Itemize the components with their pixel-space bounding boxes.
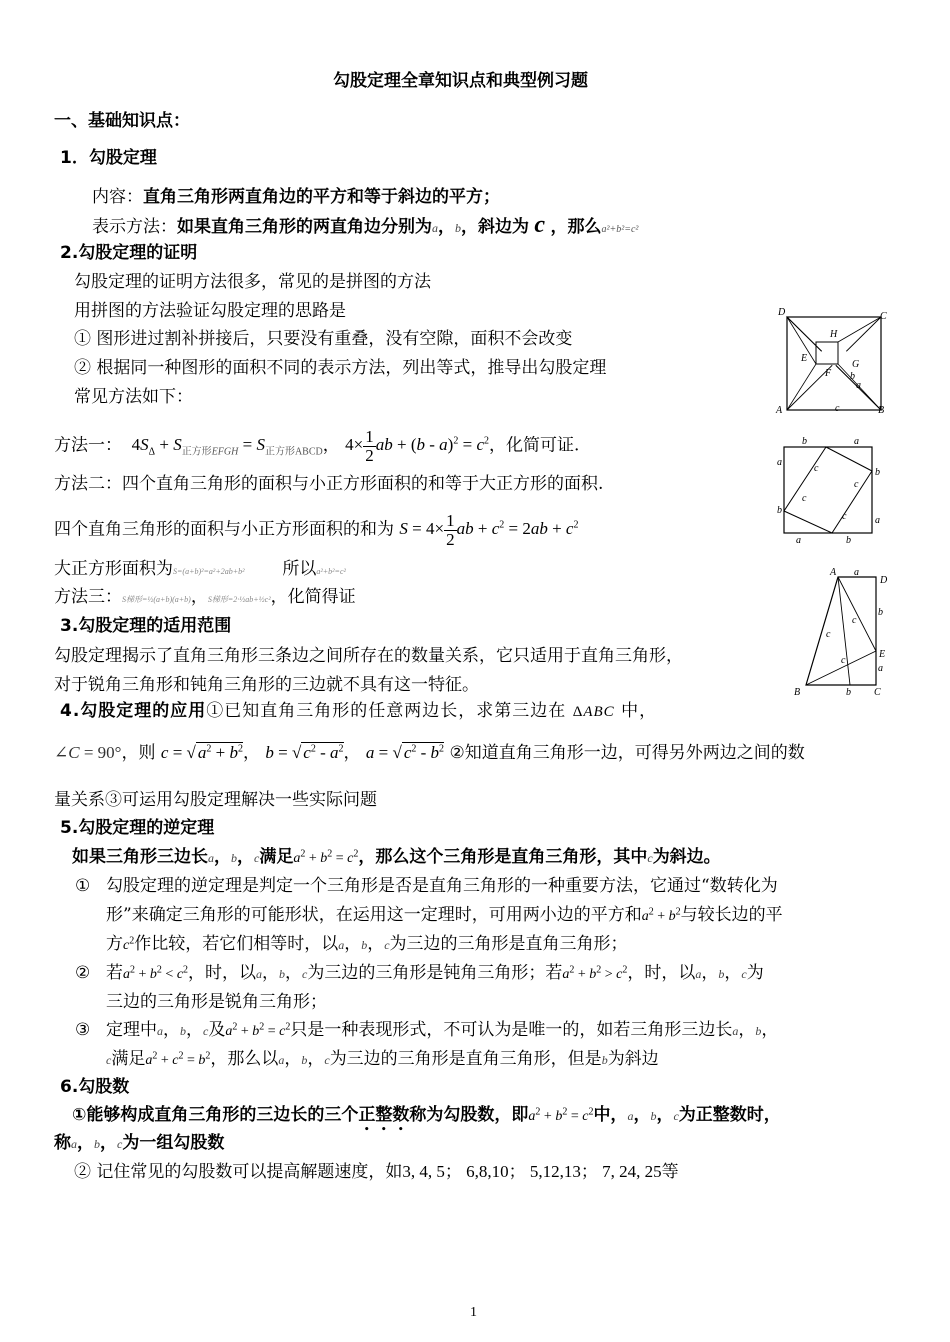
converse-item-2-l1a: 若: [106, 963, 123, 983]
triples-line-1: ①能够构成直角三角形的三边长的三个正整数称为勾股数，即$a^2 + b^2 = c^2$中，a，b，c为正整数时，: [72, 1105, 781, 1125]
method-three-tail: ，化简得证: [270, 587, 356, 607]
triples-text-call: 称: [54, 1133, 71, 1153]
fig3-label-c-2: c: [841, 655, 846, 666]
triples-text-c: 中，: [593, 1105, 628, 1125]
section-heading-basics: 一、基础知识点：: [54, 111, 190, 131]
converse-item-3-l2a: 满足: [111, 1049, 146, 1069]
triples-text-d: 为正整数时，: [678, 1105, 781, 1125]
converse-item-1-l3c: 为三边的三角形是直角三角形；: [389, 934, 628, 954]
application-line-3: 量关系③可运用勾股定理解决一些实际问题: [54, 790, 377, 810]
converse-item-2-line-1: 若$a^2 + b^2 < c^2$，时，以a，b，c为三边的三角形是钝角三角形；若$a^2 + b^2 > c^2$，时，以a，b，c为: [106, 963, 764, 983]
converse-item-1-line-1: 勾股定理的逆定理是判定一个三角形是否是直角三角形的一种重要方法，它通过“数转化为: [106, 876, 778, 896]
triples-text-etc: 等: [661, 1162, 679, 1182]
fig1-label-c: c: [835, 403, 840, 414]
fig2-label-a-bottom: a: [796, 535, 801, 546]
figure-square-proof-1: [772, 305, 892, 420]
heading-pythagorean-triples: 6.勾股数: [60, 1077, 130, 1097]
triples-line-2: 称a，b，c为一组勾股数: [54, 1133, 225, 1153]
fig3-label-a-top: a: [854, 567, 859, 578]
application-tail: ②知道直角三角形一边，可得另外两边之间的数: [449, 743, 805, 763]
converse-item-3-l2d: 为斜边: [607, 1049, 659, 1069]
fig2-label-b-top: b: [802, 436, 807, 447]
fig1-label-b: b: [850, 371, 855, 382]
converse-text-d: 为斜边。: [652, 847, 721, 867]
converse-text-a: 如果三角形三边长: [72, 847, 208, 867]
representation-mid: ，斜边为: [461, 217, 529, 237]
converse-item-1-l2a: 形”来确定三角形的可能形状，在运用这一定理时，可用两小边的平方和: [106, 905, 642, 925]
proof-line-2: 用拼图的方法验证勾股定理的思路是: [74, 301, 346, 321]
converse-item-3-l1a: 定理中: [106, 1020, 157, 1040]
fig3-label-B: B: [794, 687, 801, 698]
converse-item-3-line-1: 定理中a，b，c及$a^2 + b^2 = c^2$只是一种表现形式，不可认为是唯一的，如若三角形三边长a，b，: [106, 1020, 779, 1040]
converse-item-3-l2c: 为三边的三角形是直角三角形，但是: [329, 1049, 602, 1069]
converse-item-2-line-2: 三边的三角形是锐角三角形；: [106, 992, 327, 1012]
representation-end: ，那么: [550, 217, 602, 237]
triples-emphasis: 正整数: [358, 1105, 410, 1125]
big-square-area-text: 大正方形面积为: [54, 559, 173, 579]
fig1-label-F: F: [825, 368, 832, 379]
triples-text-a: ①能够构成直角三角形的三边长的三个: [72, 1105, 359, 1125]
converse-item-2-l1b: ，时，以: [188, 963, 257, 983]
fig1-label-A: A: [776, 405, 783, 416]
page-title: 勾股定理全章知识点和典型例习题: [333, 71, 588, 91]
application-text-end: 中，: [621, 701, 658, 721]
fig2-label-a-left: a: [777, 457, 782, 468]
therefore-text: 所以: [282, 559, 317, 579]
representation-text: 如果直角三角形的两直角边分别为: [177, 217, 432, 237]
figure-square-proof-2: [772, 435, 887, 547]
formula-c: c = √ $a^2 + b^2$: [160, 743, 243, 762]
converse-item-1-l2b: 与较长边的平: [680, 905, 783, 925]
fig3-label-b-right: b: [878, 607, 883, 618]
proof-line-1: 勾股定理的证明方法很多，常见的是拼图的方法: [74, 272, 431, 292]
method-three-label: 方法三：: [54, 587, 122, 607]
fig2-label-b-right: b: [875, 467, 880, 478]
heading-application: 4.勾股定理的应用: [60, 701, 207, 721]
method-three-formula-b: S梯形=2·½ab+½c²: [207, 595, 271, 604]
converse-item-2-l1e: 为: [746, 963, 764, 983]
fig2-label-b-left: b: [777, 505, 782, 516]
scope-line-2: 对于锐角三角形和钝角三角形的三边就不具有这一特征。: [54, 675, 479, 695]
converse-text-b: 满足: [259, 847, 294, 867]
proof-line-5: 常见方法如下：: [74, 387, 193, 407]
fig1-label-D: D: [778, 307, 786, 318]
var-b: b: [455, 221, 461, 235]
fig2-label-c-2: c: [854, 479, 859, 490]
converse-item-2-l1c: 为三边的三角形是钝角三角形；若: [307, 963, 563, 983]
method-two-line3: [54, 558, 346, 583]
triples-text-remember: ② 记住常见的勾股数可以提高解题速度，如: [74, 1162, 403, 1182]
method-one-formula-a: $4S_\Delta + S_{正方形EFGH} = S_{正方形ABCD}$: [127, 435, 323, 458]
converse-item-1-num: ①: [75, 876, 91, 896]
converse-item-3-l2b: ，那么以: [210, 1049, 279, 1069]
method-two-text: 四个直角三角形的面积与小正方形面积的和为: [54, 519, 394, 540]
converse-item-1-l3a: 方: [106, 934, 123, 954]
method-one-formula-b: 4× $\frac{1}{2}$ ab + $(b - a)^2 = c^2$: [345, 427, 489, 465]
then-text: ，则: [121, 743, 156, 763]
fig2-label-b-bottom: b: [846, 535, 851, 546]
method-two-formula: S = 4× $\frac{1}{2}$ ab + $c^2 = 2ab + c^2$: [399, 511, 579, 549]
method-three-formula-a: S梯形=½(a+b)(a+b): [122, 595, 191, 604]
fig3-label-D: D: [880, 575, 888, 586]
fig2-label-c-3: c: [802, 493, 807, 504]
representation-label: 表示方法：: [92, 217, 177, 237]
method-one-tail: ，化简可证.: [488, 435, 580, 456]
formula-a: a = √ $c^2 - b^2$: [365, 743, 445, 762]
converse-text-c: ，那么这个三角形是直角三角形，其中: [358, 847, 648, 867]
fig2-label-c-4: c: [842, 511, 847, 522]
triples-text-b: 称为勾股数，即: [409, 1105, 529, 1125]
heading-converse: 5.勾股定理的逆定理: [60, 818, 215, 838]
converse-item-3-l1c: 只是一种表现形式，不可认为是唯一的，如若三角形三边长: [290, 1020, 733, 1040]
fig3-label-C: C: [874, 687, 881, 698]
method-three-line: 方法三：S梯形=½(a+b)(a+b)，S梯形=2·½ab+½c²，化简得证: [54, 587, 356, 607]
triples-line-3: [74, 1161, 679, 1183]
converse-item-3-num: ③: [75, 1020, 91, 1040]
application-text: ①已知直角三角形的任意两边长，求第三边在: [206, 701, 567, 721]
fig1-label-E: E: [801, 353, 808, 364]
converse-item-3-line-2: c满足$a^2 + c^2 = b^2$，那么以a，b，c为三边的三角形是直角三角形，但是b为斜边: [106, 1049, 659, 1069]
fig1-label-G: G: [852, 359, 860, 370]
fig1-label-B: B: [878, 405, 885, 416]
fig2-label-a-top: a: [854, 436, 859, 447]
fig3-label-a-right: a: [878, 663, 883, 674]
fig3-label-A: A: [830, 567, 837, 578]
angle-c-90: ∠C = 90°: [54, 743, 122, 762]
fig1-label-C: C: [880, 311, 887, 322]
triangle-abc: ΔABC: [572, 704, 615, 720]
proof-line-3: ① 图形进过割补拼接后，只要没有重叠，没有空隙，面积不会改变: [74, 329, 573, 349]
method-one-label: 方法一：: [54, 435, 122, 456]
content-line: [92, 186, 500, 208]
heading-proof: 2.勾股定理的证明: [60, 243, 198, 263]
fig1-label-a: a: [856, 380, 861, 391]
fig3-label-b-bottom: b: [846, 687, 851, 698]
var-c: c: [534, 212, 546, 238]
triples-text-group: 为一组勾股数: [122, 1133, 225, 1153]
var-a: a: [432, 221, 438, 235]
converse-item-1-line-2: 形”来确定三角形的可能形状，在运用这一定理时，可用两小边的平方和$a^2 + b^2$与较长边的平: [106, 905, 783, 925]
application-line-1: [60, 700, 657, 723]
fig1-label-H: H: [830, 329, 838, 340]
proof-line-4: ② 根据同一种图形的面积不同的表示方法，列出等式，推导出勾股定理: [74, 358, 607, 378]
converse-item-1-l3b: 作比较，若它们相等时，以: [134, 934, 339, 954]
heading-scope: 3.勾股定理的适用范围: [60, 616, 232, 636]
converse-item-2-l1d: ，时，以: [627, 963, 696, 983]
converse-item-3-l1b: 及: [208, 1020, 226, 1040]
triples-examples: 3, 4, 5； 6,8,10； 5,12,13； 7, 24, 25: [402, 1162, 662, 1181]
therefore-formula: a²+b²=c²: [316, 567, 346, 576]
figure-trapezoid-proof: [788, 565, 903, 700]
fig3-label-c-3: c: [826, 629, 831, 640]
big-square-area-formula: S=(a+b)²=a²+2ab+b²: [173, 567, 245, 576]
application-line-2: ∠C = 90°，则 c = √ $a^2 + b^2$， b = √ $c^2 - a^2$， a = √ $c^2 - b^2$ ②知道直角三角形一边，可得另外两边之间的数: [54, 743, 805, 763]
fig3-label-E: E: [879, 649, 886, 660]
converse-statement: 如果三角形三边长a，b，c满足$a^2 + b^2 = c^2$，那么这个三角形是直角三角形，其中c为斜边。: [72, 847, 721, 867]
formula-b: b = √ $c^2 - a^2$: [265, 743, 344, 762]
page-number: 1: [470, 1305, 477, 1320]
heading-pythagorean-theorem: 1．勾股定理: [60, 148, 157, 168]
converse-item-1-line-3: 方$c^2$作比较，若它们相等时，以a，b，c为三边的三角形是直角三角形；: [106, 934, 628, 954]
converse-item-2-num: ②: [75, 963, 91, 983]
method-two-line: 方法二：四个直角三角形的面积与小正方形面积的和等于大正方形的面积.: [54, 474, 604, 494]
fig3-label-c-1: c: [852, 615, 857, 626]
method-one: 方法一： $4S_\Delta + S_{正方形EFGH} = S_{正方形ABCD}$， 4× $\frac{1}{2}$ ab + $(b - a)^2 = c^2$，化简可证.: [54, 427, 580, 465]
fig2-label-a-right: a: [875, 515, 880, 526]
content-text: 直角三角形两直角边的平方和等于斜边的平方；: [143, 187, 500, 207]
representation-line: 表示方法：如果直角三角形的两直角边分别为a，b，斜边为 c ，那么a²+b²=c²: [92, 212, 639, 238]
scope-line-1: 勾股定理揭示了直角三角形三条边之间所存在的数量关系，它只适用于直角三角形，: [54, 646, 683, 666]
content-label: 内容：: [92, 187, 143, 207]
method-two-line2: [54, 512, 578, 549]
fig2-label-c-1: c: [814, 463, 819, 474]
formula-a2b2c2: a²+b²=c²: [601, 224, 639, 235]
